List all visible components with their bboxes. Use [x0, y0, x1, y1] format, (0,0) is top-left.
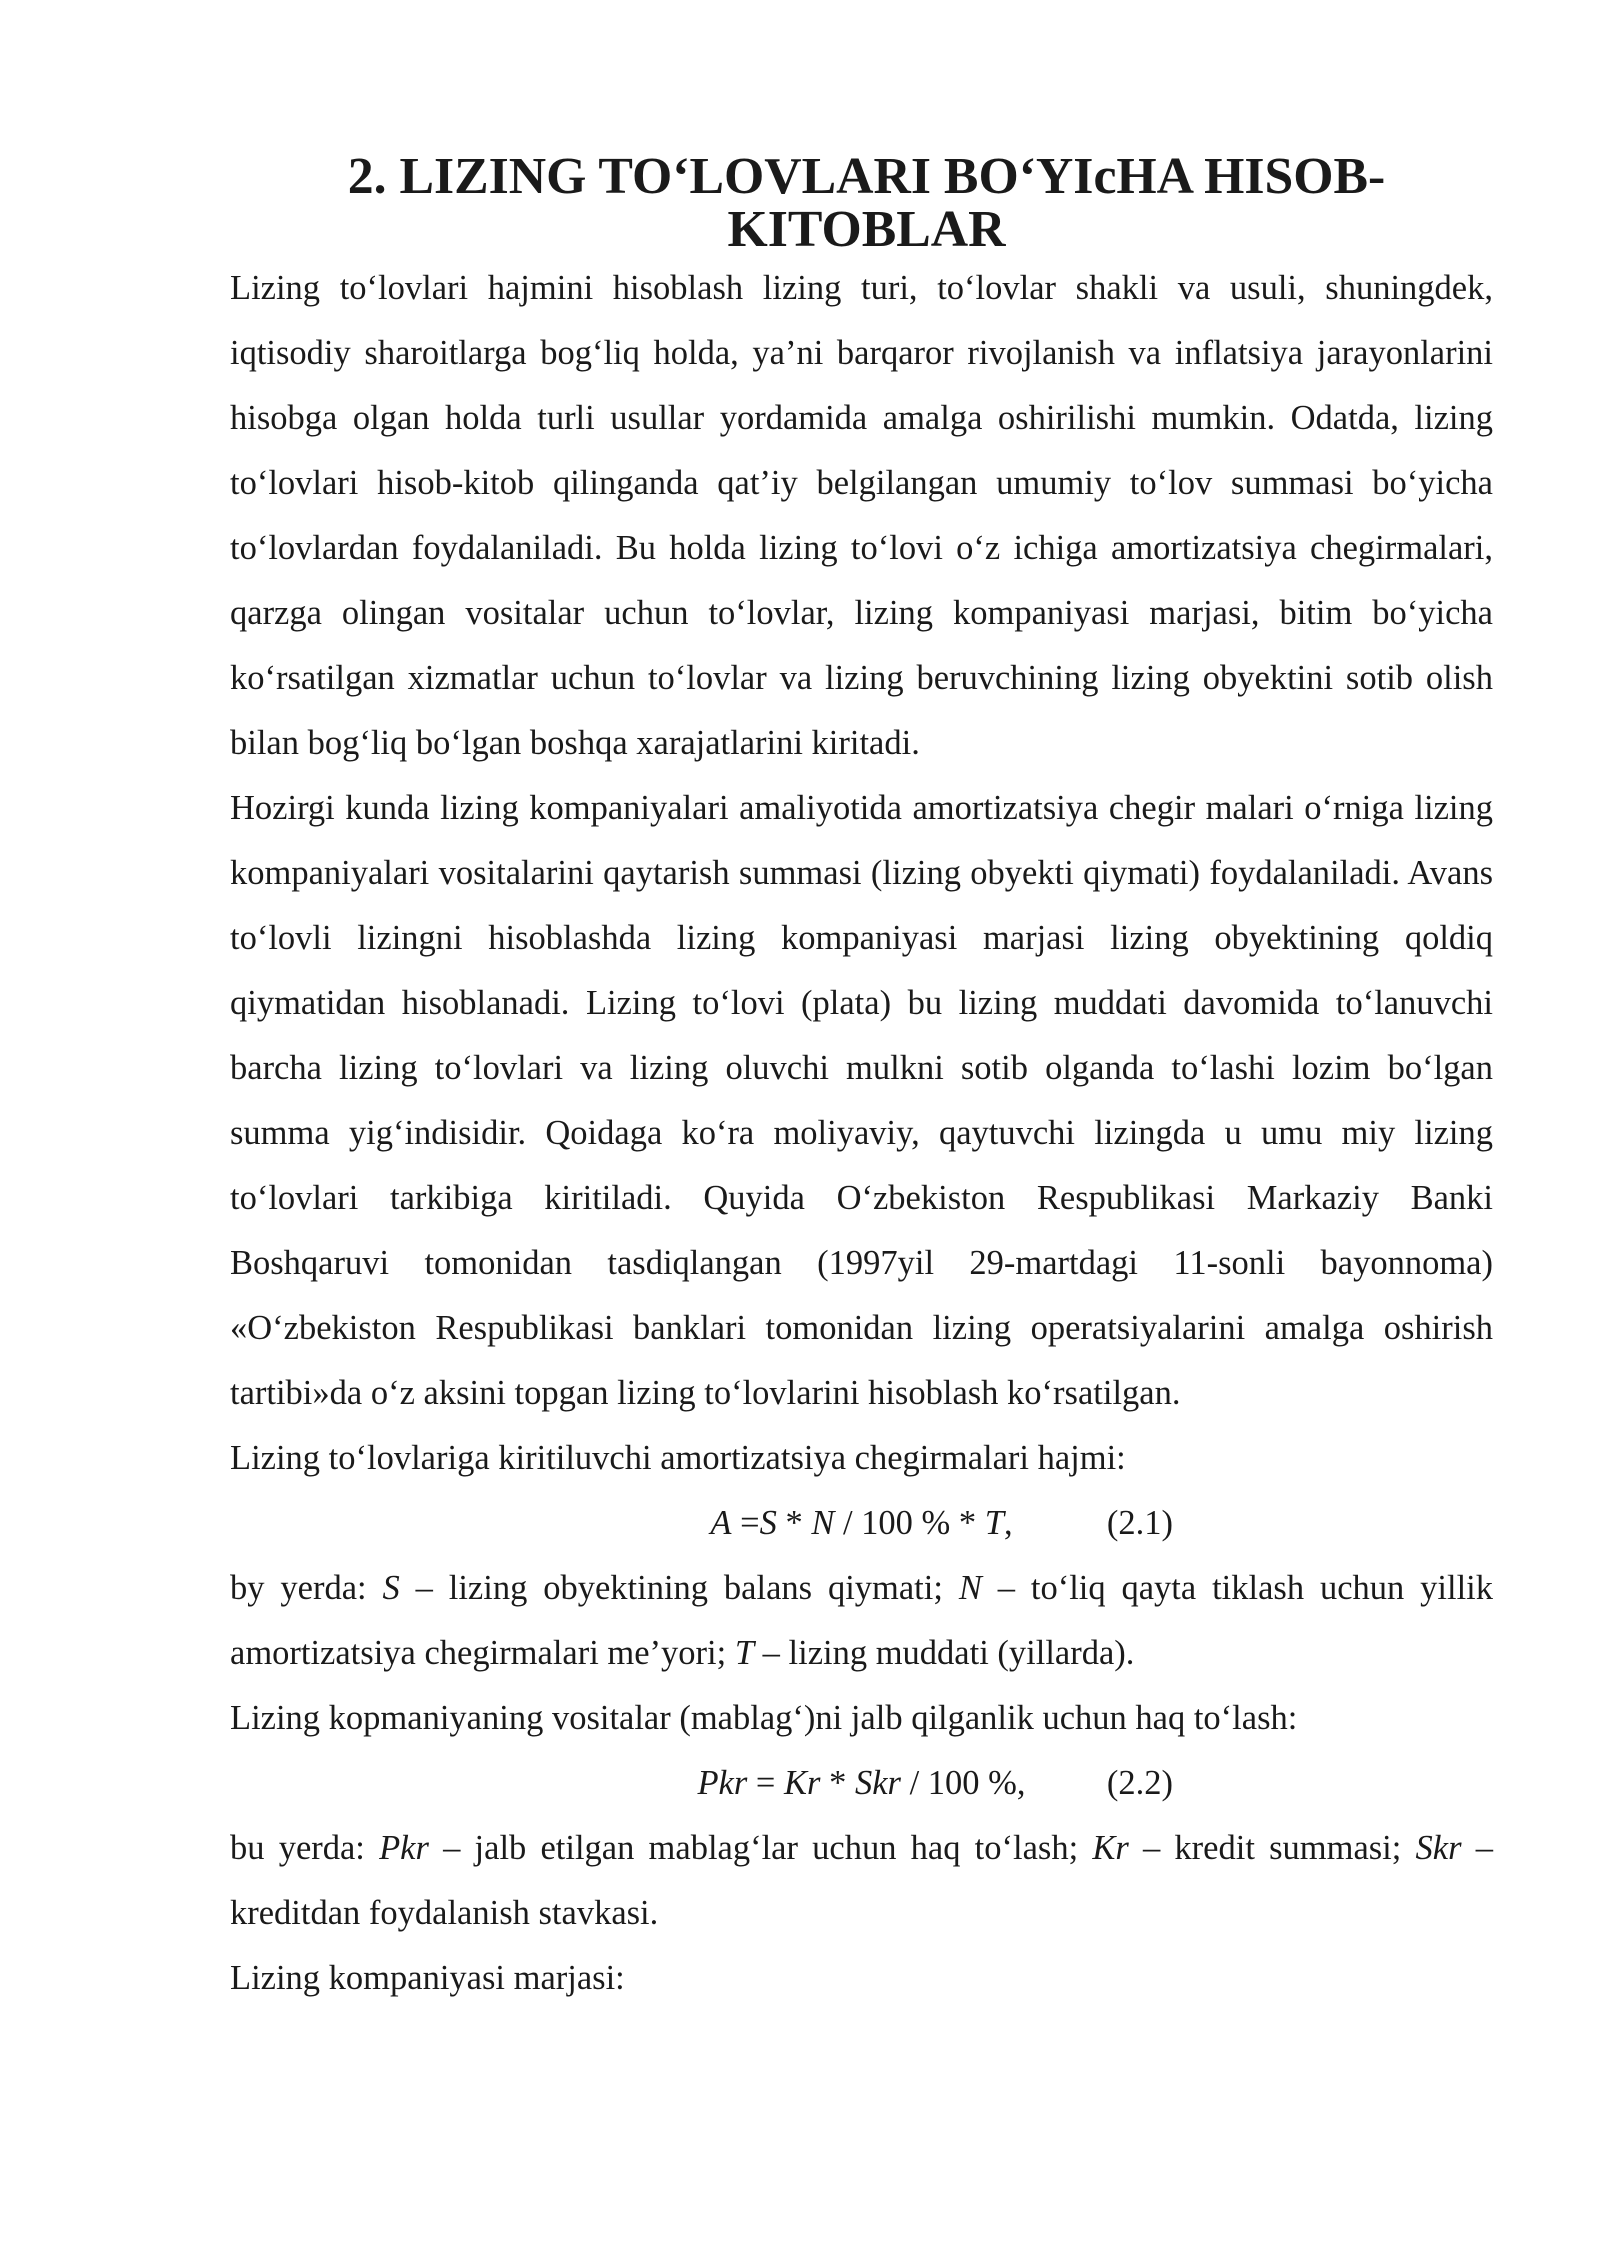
var-skr: Skr [1415, 1829, 1462, 1867]
formula-number: (2.1) [1106, 1504, 1173, 1542]
var-kr: Kr [784, 1764, 821, 1802]
formula-tail: , [1003, 1504, 1013, 1542]
var-desc: – to‘liq qayta tiklash uchun yillik amortizatsiya chegirmalari me’yori; [230, 1569, 1494, 1672]
paragraph-2: Hozirgi kunda lizing kompaniyalari amaliyotida amortizatsiya chegir malari o‘rniga lizing kompaniyalari vositalarini qaytarish summasi (lizing obyekti qiymati) foydalaniladi. Avans to‘lovli lizingni hisoblashda lizing kompaniyasi marjasi lizing obyektining qoldiq qiymatidan hisoblanadi. Lizing to‘lovi (plata) bu lizing muddati davomida to‘lanuvchi barcha lizing to‘lovlari va lizing oluvchi mulkni sotib olganda to‘lashi lozim bo‘lgan summa yig‘indisidir. Qoidaga ko‘ra moliyaviy, qaytuvchi lizingda u umu miy lizing to‘lovlari tarkibiga kiritiladi. Quyida O‘zbekiston Respublikasi Markaziy Banki Boshqaruvi tomonidan tasdiqlangan (1997yil 29-martdagi 11-sonli bayonnoma) «O‘zbekiston Respublikasi banklari tomonidan lizing operatsiyalarini amalga oshirish tartibi»da o‘z aksini topgan lizing to‘lovlarini hisoblash ko‘rsatilgan. [230, 789, 1493, 1412]
where-clause-2 [230, 1816, 1493, 1946]
var-s: S [382, 1569, 400, 1607]
where-clause-1 [230, 1556, 1493, 1686]
formula-op: * [776, 1504, 812, 1542]
paragraph-4: Lizing kopmaniyaning vositalar (mablag‘)ni jalb qilganlik uchun haq to‘lash: [230, 1699, 1298, 1737]
var-desc: – kreditdan foydalanish stavkasi. [230, 1829, 1493, 1932]
var-skr: Skr [854, 1764, 901, 1802]
var-t: T [984, 1504, 1004, 1542]
paragraph-5: Lizing kompaniyasi marjasi: [230, 1959, 625, 1997]
var-a: A [710, 1504, 732, 1542]
formula-op: * [820, 1764, 855, 1802]
var-desc: – jalb etilgan mablag‘lar uchun haq to‘lash; [428, 1829, 1093, 1867]
formula-expression [230, 1491, 1493, 1556]
var-desc: – lizing muddati (yillarda). [754, 1634, 1135, 1672]
var-desc: – lizing obyektining balans qiymati; [399, 1569, 959, 1607]
section-heading: 2. LIZING TO‘LOVLARI BO‘YIcHA HISOB-KITOBLAR [347, 148, 1386, 258]
var-desc: – kredit summasi; [1128, 1829, 1416, 1867]
var-n: N [811, 1504, 835, 1542]
var-t: T [734, 1634, 755, 1672]
var-s: S [759, 1504, 777, 1542]
where-prefix: by yerda: [230, 1569, 383, 1607]
var-kr: Kr [1092, 1829, 1129, 1867]
formula-expression [230, 1751, 1493, 1816]
formula-tail: / 100 %, [900, 1764, 1026, 1802]
var-pkr: Pkr [697, 1764, 748, 1802]
formula-2-1 [230, 1491, 1493, 1556]
var-pkr: Pkr [379, 1829, 429, 1867]
formula-2-2 [230, 1751, 1493, 1816]
var-n: N [958, 1569, 982, 1607]
paragraph-3: Lizing to‘lovlariga kiritiluvchi amortizatsiya chegirmalari hajmi: [230, 1439, 1126, 1477]
where-prefix: bu yerda: [230, 1829, 380, 1867]
formula-eq: = [731, 1504, 760, 1542]
document-page [230, 150, 1493, 2011]
formula-number: (2.2) [1106, 1764, 1173, 1802]
paragraph-1: Lizing to‘lovlari hajmini hisoblash lizing turi, to‘lovlar shakli va usuli, shuningdek, iqtisodiy sharoitlarga bog‘liq holda, ya’ni barqaror rivojlanish va inflatsiya jarayonlarini hisobga olgan holda turli usullar yordamida amalga oshirilishi mumkin. Odatda, lizing to‘lovlari hisob-kitob qilinganda qat’iy belgilangan umumiy to‘lov summasi bo‘yicha to‘lovlardan foydalaniladi. Bu holda lizing to‘lovi o‘z ichiga amortizatsiya chegirmalari, qarzga olingan vositalar uchun to‘lovlar, lizing kompaniyasi marjasi, bitim bo‘yicha ko‘rsatilgan xizmatlar uchun to‘lovlar va lizing beruvchining lizing obyektini sotib olish bilan bog‘liq bo‘lgan boshqa xarajatlarini kiritadi. [230, 269, 1493, 762]
formula-eq: = [747, 1764, 785, 1802]
formula-op: / 100 % * [834, 1504, 985, 1542]
